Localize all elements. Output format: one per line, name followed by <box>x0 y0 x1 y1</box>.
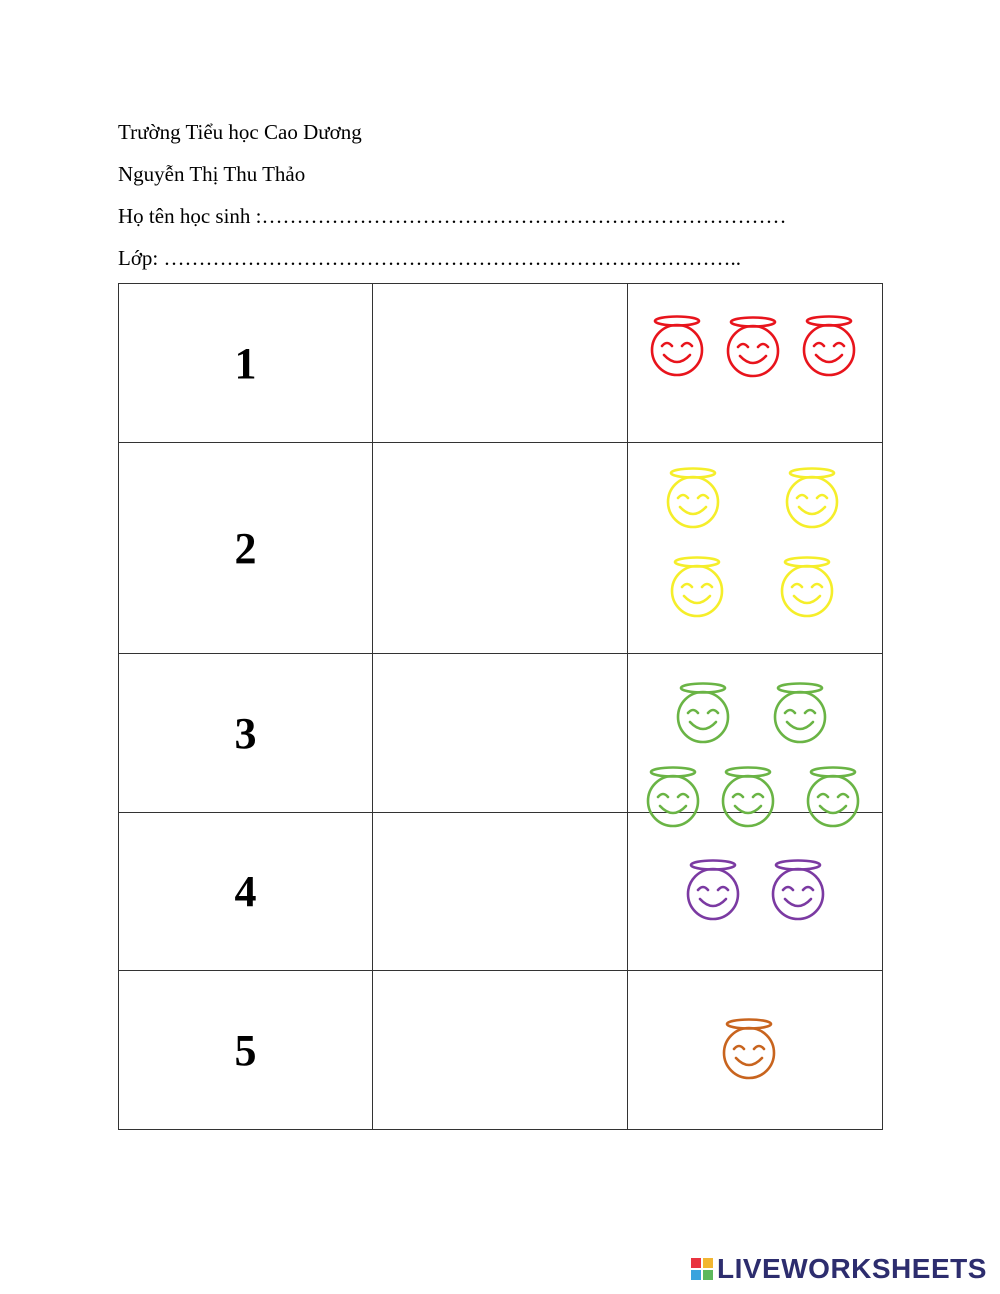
angel-smiley-icon <box>678 684 728 743</box>
number-cell: 3 <box>119 654 373 813</box>
table-row <box>119 971 883 1130</box>
angel-smiley-icon <box>652 317 702 376</box>
answer-drop-zone[interactable] <box>373 443 628 654</box>
table-row <box>119 284 883 443</box>
answer-drop-zone[interactable] <box>373 813 628 971</box>
smiley-group <box>628 971 882 1129</box>
picture-cell <box>628 813 883 971</box>
smiley-group <box>628 813 882 970</box>
smiley-group <box>628 654 882 812</box>
liveworksheets-logo <box>691 1254 987 1284</box>
picture-cell <box>628 654 883 813</box>
angel-smiley-icon <box>728 318 778 377</box>
angel-smiley-icon <box>782 558 832 617</box>
school-name: Trường Tiểu học Cao Dương <box>118 120 362 144</box>
table-row <box>119 654 883 813</box>
angel-smiley-icon <box>775 684 825 743</box>
angel-smiley-icon <box>724 1020 774 1079</box>
class-line: Lớp: ……………………………………………………………………….. <box>118 246 742 270</box>
table-row <box>119 443 883 654</box>
table-row <box>119 813 883 971</box>
brand-name: LIVEWORKSHEETS <box>717 1253 987 1284</box>
student-name-line: Họ tên học sinh :………………………………………………………………… <box>118 204 787 228</box>
answer-drop-zone[interactable] <box>373 654 628 813</box>
angel-smiley-icon <box>688 861 738 920</box>
picture-cell <box>628 971 883 1130</box>
logo-mark-icon <box>691 1258 713 1280</box>
number-cell: 4 <box>119 813 373 971</box>
picture-cell <box>628 443 883 654</box>
smiley-group <box>628 284 882 442</box>
angel-smiley-icon <box>804 317 854 376</box>
angel-smiley-icon <box>672 558 722 617</box>
smiley-group <box>628 443 882 653</box>
number-cell: 2 <box>119 443 373 654</box>
answer-drop-zone[interactable] <box>373 971 628 1130</box>
angel-smiley-icon <box>668 469 718 528</box>
number-cell: 5 <box>119 971 373 1130</box>
angel-smiley-icon <box>773 861 823 920</box>
teacher-name: Nguyễn Thị Thu Thảo <box>118 162 306 186</box>
picture-cell <box>628 284 883 443</box>
matching-table <box>118 283 883 1130</box>
number-cell: 1 <box>119 284 373 443</box>
answer-drop-zone[interactable] <box>373 284 628 443</box>
angel-smiley-icon <box>787 469 837 528</box>
